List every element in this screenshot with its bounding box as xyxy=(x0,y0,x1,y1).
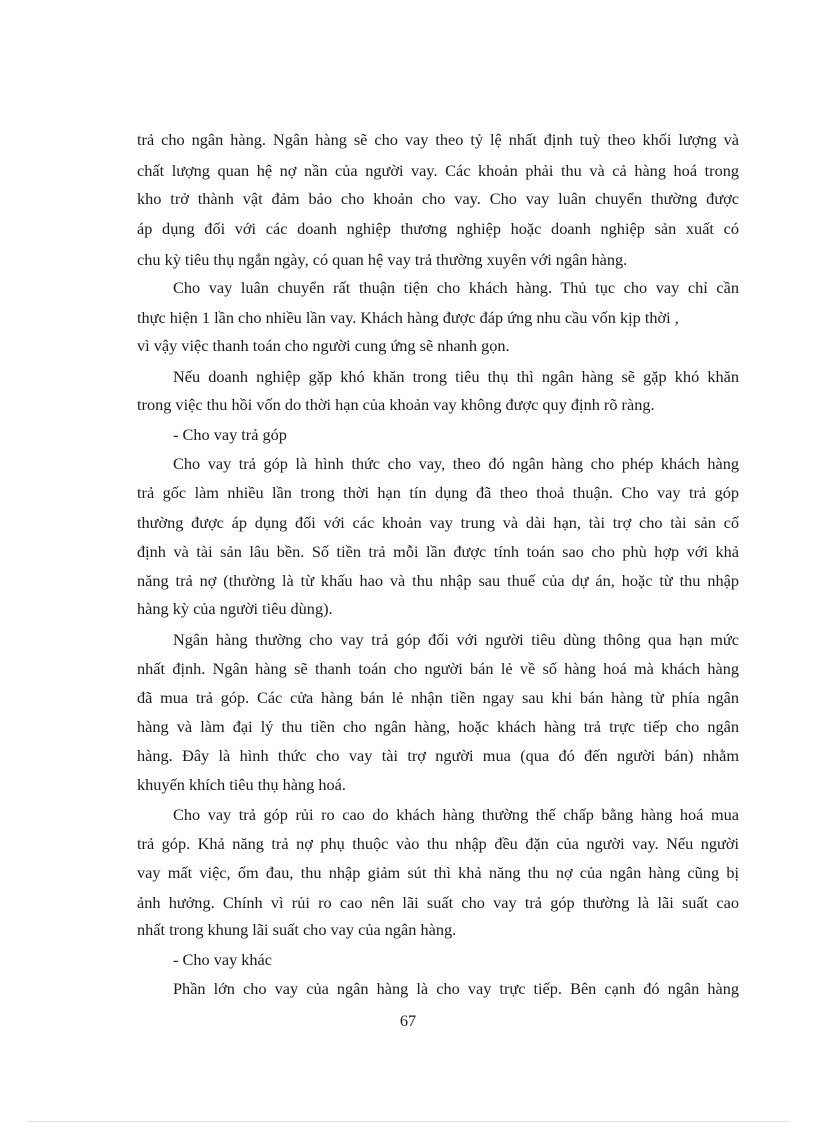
text-line: khuyến khích tiêu thụ hàng hoá. xyxy=(137,775,346,794)
text-line: định và tài sản lâu bền. Số tiền trả mỗi lần được tính toán sao cho phù hợp với khả xyxy=(137,542,739,561)
text-line: năng trả nợ (thường là từ khấu hao và thu nhập sau thuế của dự án, hoặc từ thu nhập xyxy=(137,571,739,590)
text-line: đã mua trả góp. Các cửa hàng bán lẻ nhận tiền ngay sau khi bán hàng từ phía ngân xyxy=(137,688,739,707)
text-line: hàng. Đây là hình thức cho vay tài trợ người mua (qua đó đến người bán) nhằm xyxy=(137,746,739,765)
text-line: thường được áp dụng đối với các khoản vay trung và dài hạn, tài trợ cho tài sản cố xyxy=(137,513,739,532)
text-line: chất lượng quan hệ nợ nần của người vay. Các khoản phải thu và cả hàng hoá trong xyxy=(137,161,739,180)
text-line: Cho vay trả góp rủi ro cao do khách hàng thường thế chấp bằng hàng hoá mua xyxy=(173,805,739,824)
text-line: trả gốc làm nhiều lần trong thời hạn tín dụng đã theo thoả thuận. Cho vay trả góp xyxy=(137,483,739,502)
page-number: 67 xyxy=(399,1011,417,1030)
text-line: vay mất việc, ốm đau, thu nhập giảm sút thì khả năng thu nợ của ngân hàng cũng bị xyxy=(137,863,739,882)
text-line: thực hiện 1 lần cho nhiều lần vay. Khách hàng được đáp ứng nhu cầu vốn kịp thời , xyxy=(137,308,679,327)
page-bottom-divider xyxy=(28,1121,788,1122)
text-line: trả cho ngân hàng. Ngân hàng sẽ cho vay theo tỷ lệ nhất định tuỳ theo khối lượng và xyxy=(137,130,739,149)
text-line: Phần lớn cho vay của ngân hàng là cho vay trực tiếp. Bên cạnh đó ngân hàng xyxy=(173,979,739,998)
section-heading: - Cho vay khác xyxy=(173,950,273,969)
text-line: Cho vay trả góp là hình thức cho vay, theo đó ngân hàng cho phép khách hàng xyxy=(173,454,739,473)
text-line: áp dụng đối với các doanh nghiệp thương nghiệp hoặc doanh nghiệp sản xuất có xyxy=(137,219,739,238)
text-line: hàng và làm đại lý thu tiền cho ngân hàng, hoặc khách hàng trả trực tiếp cho ngân xyxy=(137,717,739,736)
text-line: vì vậy việc thanh toán cho người cung ứng sẽ nhanh gọn. xyxy=(137,336,510,355)
text-line: nhất định. Ngân hàng sẽ thanh toán cho người bán lẻ về số hàng hoá mà khách hàng xyxy=(137,659,739,678)
text-line: Nếu doanh nghiệp gặp khó khăn trong tiêu thụ thì ngân hàng sẽ gặp khó khăn xyxy=(173,367,739,386)
text-line: ảnh hưởng. Chính vì rủi ro cao nên lãi suất cho vay trả góp thường là lãi suất cao xyxy=(137,893,739,912)
text-line: Cho vay luân chuyển rất thuận tiện cho khách hàng. Thủ tục cho vay chỉ cần xyxy=(173,278,739,297)
text-line: chu kỳ tiêu thụ ngắn ngày, có quan hệ vay trả thường xuyên với ngân hàng. xyxy=(137,250,628,269)
section-heading: - Cho vay trả góp xyxy=(173,425,287,444)
text-line: trong việc thu hồi vốn do thời hạn của khoản vay không được quy định rõ ràng. xyxy=(137,395,655,414)
text-line: Ngân hàng thường cho vay trả góp đối với người tiêu dùng thông qua hạn mức xyxy=(173,630,739,649)
text-line: kho trở thành vật đảm bảo cho khoản cho vay. Cho vay luân chuyển thường được xyxy=(137,189,739,208)
text-line: hàng kỳ của người tiêu dùng). xyxy=(137,599,333,618)
text-line: trả góp. Khả năng trả nợ phụ thuộc vào thu nhập đều đặn của người vay. Nếu người xyxy=(137,834,739,853)
text-line: nhất trong khung lãi suất cho vay của ngân hàng. xyxy=(137,920,457,939)
